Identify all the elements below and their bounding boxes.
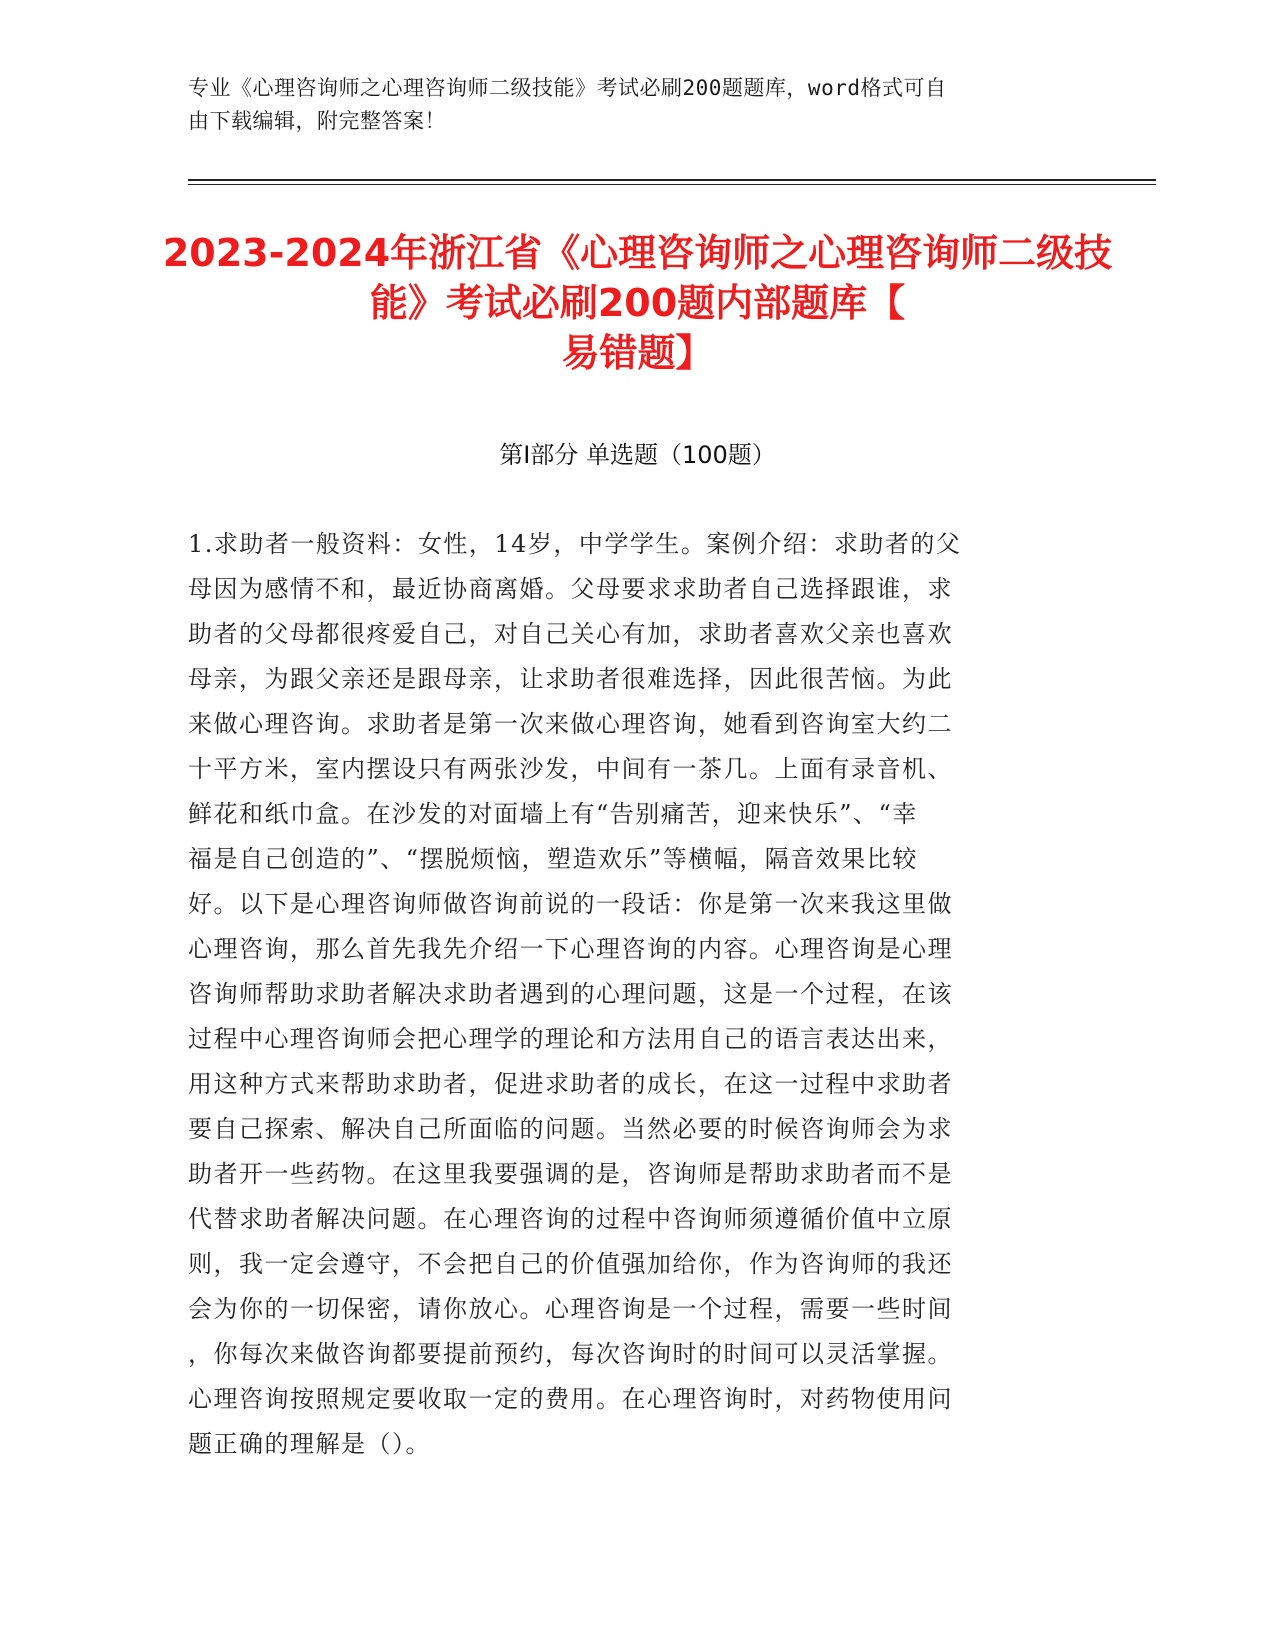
header-divider-thick (188, 179, 1156, 181)
document-title: 2023-2024年浙江省《心理咨询师之心理咨询师二级技能》考试必刷200题内部题库【 易错题】 (162, 231, 1113, 375)
header-divider-thin (188, 184, 1156, 185)
question-1-text: 1.求助者一般资料：女性，14岁，中学学生。案例介绍：求助者的父 母因为感情不和，最近协商离婚。父母要求求助者自己选择跟谁，求 助者的父母都很疼爱自己，对自己关心有加，求助者喜欢父亲也喜欢 母亲，为跟父亲还是跟母亲，让求助者很难选择，因此很苦恼。为此 来做心理咨询。求助者是第一次来做心理咨询，她看到咨询室大约二 十平方米，室内摆设只有两张沙发，中间有一茶几。上面有录音机、 鲜花和纸巾盒。在沙发的对面墙上有“告别痛苦，迎来快乐”、“幸 福是自己创造的”、“摆脱烦恼，塑造欢乐”等横幅，隔音效果比较 好。以下是心理咨询师做咨询前说的一段话：你是第一次来我这里做 心理咨询，那么首先我先介绍一下心理咨询的内容。心理咨询是心理 咨询师帮助求助者解决求助者遇到的心理问题，这是一个过程，在该 过程中心理咨询师会把心理学的理论和方法用自己的语言表达出来， 用这种方式来帮助求助者，促进求助者的成长，在这一过程中求助者 要自己探索、解决自己所面临的问题。当然必要的时候咨询师会为求 助者开一些药物。在这里我要强调的是，咨询师是帮助求助者而不是 代替求助者解决问题。在心理咨询的过程中咨询师须遵循价值中立原 则，我一定会遵守，不会把自己的价值强加给你，作为咨询师的我还 会为你的一切保密，请你放心。心理咨询是一个过程，需要一些时间 ，你每次来做咨询都要提前预约，每次咨询时的时间可以灵活掌握。 心理咨询按照规定要收取一定的费用。在心理咨询时，对药物使用问 题正确的理解是（）。 (188, 530, 962, 1458)
section-heading: 第I部分 单选题（100题） (499, 441, 776, 469)
header-note: 专业《心理咨询师之心理咨询师二级技能》考试必刷200题题库，word格式可自 由下载编辑，附完整答案！ (188, 76, 947, 133)
